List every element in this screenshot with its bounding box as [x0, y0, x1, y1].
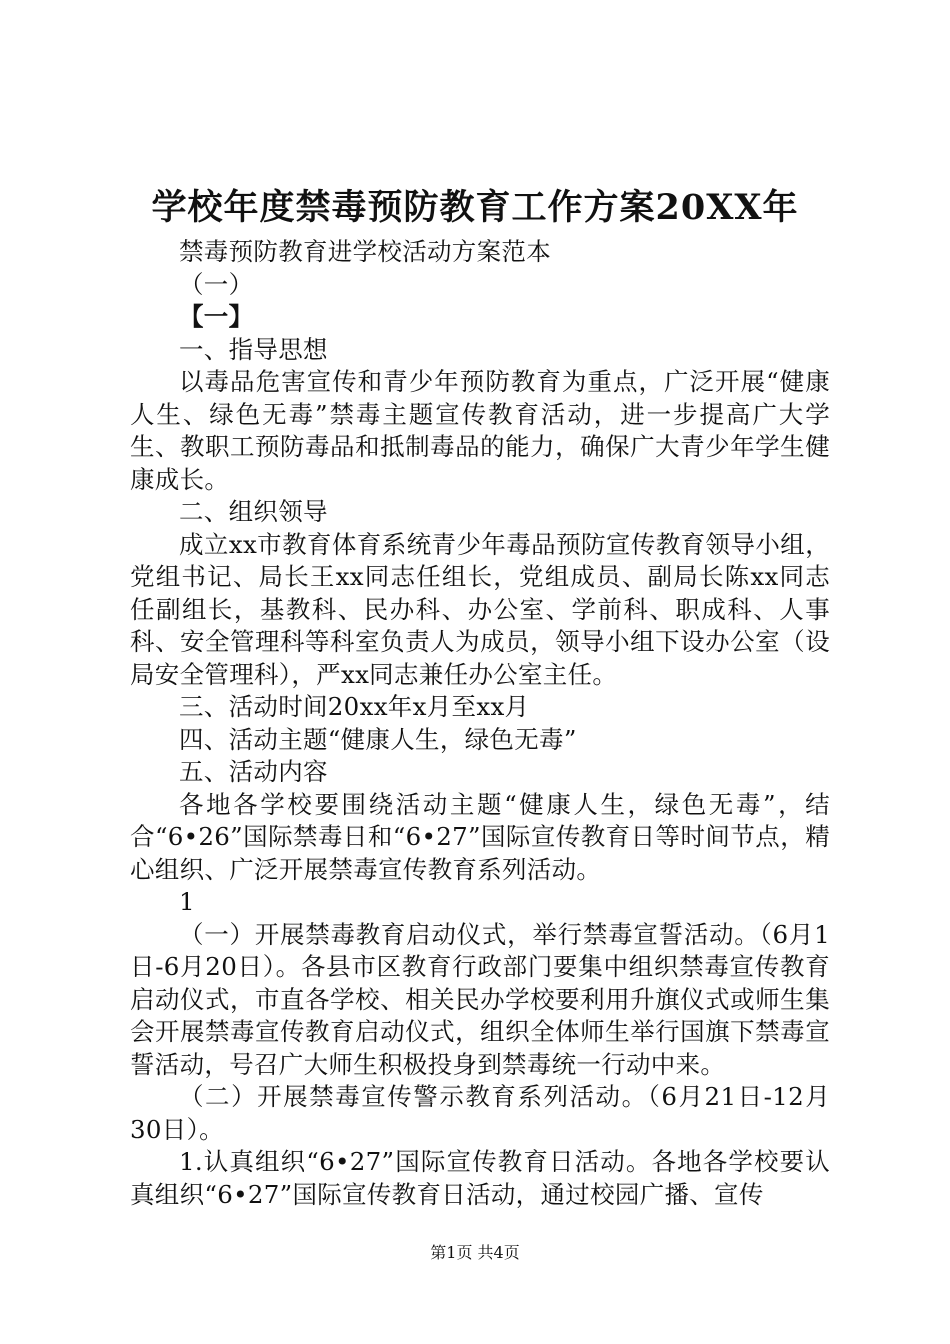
heading-activity-time: 三、活动时间20xx年x月至xx月 [179, 692, 530, 721]
list-number: 1 [179, 887, 195, 916]
body-paragraph: 成立xx市教育体育系统青少年毒品预防宣传教育领导小组，党组书记、局长王xx同志任组长，党组成员、副局长陈xx同志任副组长，基教科、民办科、办公室、学前科、职成科、人事科、安全管理科等科室负责人为成员，领导小组下设办公室（设局安全管理科），严xx同志兼任办公室主任。 [130, 529, 830, 689]
section-marker-bold: 【一】 [179, 302, 254, 331]
page-footer: 第1页 共4页 [430, 1243, 520, 1262]
heading-guiding-idea: 一、指导思想 [179, 334, 328, 364]
body-paragraph: 以毒品危害宣传和青少年预防教育为重点，广泛开展“健康人生、绿色无毒”禁毒主题宣传教育活动，进一步提高广大学生、教职工预防毒品和抵制毒品的能力，确保广大青少年学生健康成长。 [130, 367, 830, 494]
body-paragraph: 各地各学校要围绕活动主题“健康人生，绿色无毒”，结合“6•26”国际禁毒日和“6•27”国际宣传教育日等时间节点，精心组织、广泛开展禁毒宣传教育系列活动。 [130, 789, 830, 884]
heading-activity-content: 五、活动内容 [179, 757, 328, 786]
document-body [130, 236, 830, 1211]
document-title: 学校年度禁毒预防教育工作方案20XX年 [151, 187, 799, 228]
body-paragraph: 1.认真组织“6•27”国际宣传教育日活动。各地各学校要认真组织“6•27”国际宣传教育日活动，通过校园广播、宣传 [130, 1147, 830, 1209]
heading-organization: 二、组织领导 [179, 497, 328, 526]
body-paragraph: （二）开展禁毒宣传警示教育系列活动。（6月21日-12月30日）。 [130, 1082, 830, 1144]
heading-activity-theme: 四、活动主题“健康人生，绿色无毒” [179, 724, 577, 754]
body-paragraph: （一）开展禁毒教育启动仪式，举行禁毒宣誓活动。（6月1日-6月20日）。各县市区教育行政部门要集中组织禁毒宣传教育启动仪式，市直各学校、相关民办学校要利用升旗仪式或师生集会开展禁毒宣传教育启动仪式，组织全体师生举行国旗下禁毒宣誓活动，号召广大师生积极投身到禁毒统一行动中来。 [130, 919, 830, 1079]
section-marker: （一） [179, 269, 254, 299]
subtitle-paragraph: 禁毒预防教育进学校活动方案范本 [179, 237, 551, 266]
